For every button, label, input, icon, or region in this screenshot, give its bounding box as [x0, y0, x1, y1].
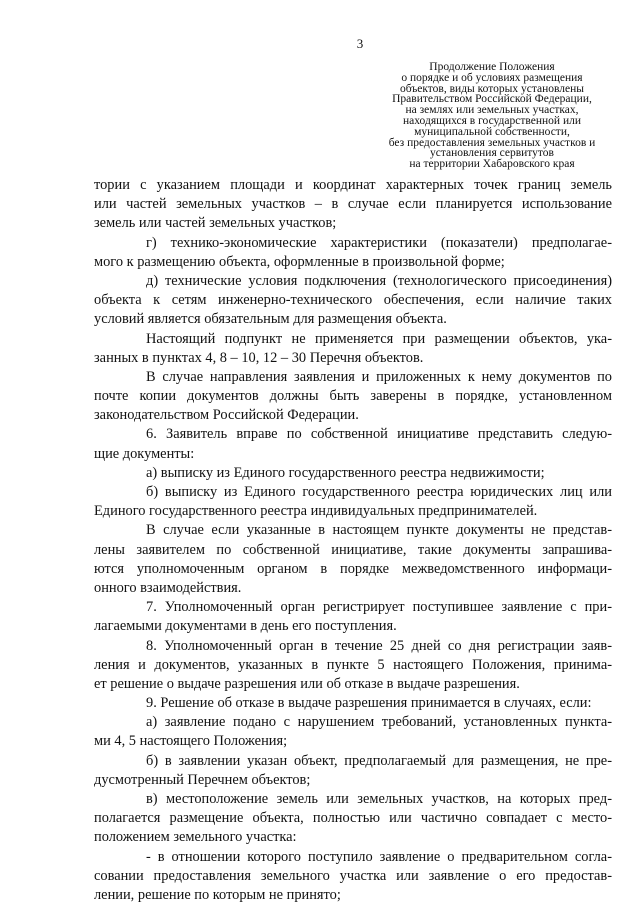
header-line: установления сервитутов	[430, 147, 554, 160]
body-line: лагаемыми документами в день его поступления.	[94, 618, 397, 635]
body-line: Настоящий подпункт не применяется при размещении объектов, ука-	[146, 330, 612, 347]
body-line: положением земельного участка:	[94, 829, 297, 846]
header-line: на территории Хабаровского края	[409, 158, 575, 171]
header-line: без предоставления земельных участков и	[388, 136, 596, 149]
body-line: ет решение о выдаче разрешения или об отказе в выдаче разрешения.	[94, 675, 520, 692]
body-line: 9. Решение об отказе в выдаче разрешения принимается в случаях, если:	[146, 695, 592, 712]
header-line: на землях или земельных участках,	[405, 104, 579, 117]
body-line: Единого государственного реестра индивидуальных предпринимателей.	[94, 503, 538, 520]
body-line: 6. Заявитель вправе по собственной инициативе представить следую-	[146, 426, 612, 443]
body-line: б) в заявлении указан объект, предполагаемый для размещения, не пре-	[146, 752, 612, 769]
body-line: ления и документов, указанных в пункте 5 настоящего Положения, принима-	[94, 656, 612, 673]
body-line: д) технические условия подключения (технологического присоединения)	[146, 272, 612, 289]
body-line: дусмотренный Перечнем объектов;	[94, 771, 311, 788]
header-line: находящихся в государственной или	[402, 114, 581, 127]
body-line: онного взаимодействия.	[94, 579, 242, 596]
body-line: тории с указанием площади и координат характерных точек границ земель	[94, 177, 612, 193]
body-line: в) местоположение земель или земельных участков, на которых пред-	[146, 791, 612, 807]
document-header-block	[360, 62, 624, 170]
body-line: ми 4, 5 настоящего Положения;	[94, 733, 288, 750]
body-line: полагается размещение объекта, полностью или частично совпадает с место-	[94, 810, 612, 827]
body-line: законодательством Российской Федерации.	[94, 407, 359, 424]
page-number: 3	[356, 36, 364, 51]
body-line: или частей земельных участков – в случае если планируется использование	[94, 196, 612, 213]
body-line: щие документы:	[94, 445, 195, 462]
body-line: В случае если указанные в настоящем пункте документы не представ-	[146, 522, 612, 539]
body-line: условий является обязательным для размещения объекта.	[94, 311, 447, 328]
body-line: 8. Уполномоченный орган в течение 25 дней со дня регистрации заяв-	[146, 637, 612, 654]
body-line: почте копии документов должны быть заверены в порядке, установленном	[94, 388, 612, 405]
header-line: о порядке и об условиях размещения	[401, 71, 583, 84]
body-line: 7. Уполномоченный орган регистрирует поступившее заявление с при-	[146, 599, 612, 616]
body-line: г) технико-экономические характеристики (показатели) предполагае-	[146, 234, 612, 251]
body-line: лены заявителем по собственной инициативе, такие документы запрашива-	[94, 541, 612, 558]
header-line: муниципальной собственности,	[414, 125, 570, 138]
body-line: земель или частей земельных участков;	[94, 215, 337, 232]
header-line: Продолжение Положения	[429, 61, 555, 73]
body-line: объекта к сетям инженерно-технического обеспечения, если наличие таких	[94, 292, 612, 309]
body-line: а) выписку из Единого государственного реестра недвижимости;	[146, 464, 545, 481]
body-line: лении, решение по которым не принято;	[94, 886, 341, 903]
body-line: б) выписку из Единого государственного реестра юридических лиц или	[146, 484, 612, 500]
header-line: объектов, виды которых установлены	[400, 82, 584, 95]
document-body	[94, 176, 612, 905]
body-line: совании предоставления земельного участка или заявление о его предостав-	[94, 867, 612, 884]
header-line: Правительством Российской Федерации,	[392, 93, 592, 106]
body-line: а) заявление подано с нарушением требований, установленных пункта-	[146, 714, 612, 731]
body-line: занных в пунктах 4, 8 – 10, 12 – 30 Перечня объектов.	[94, 349, 424, 366]
body-line: В случае направления заявления и приложенных к нему документов по	[146, 368, 612, 385]
body-line: мого к размещению объекта, оформленные в произвольной форме;	[94, 253, 505, 270]
body-line: - в отношении которого поступило заявление о предварительном согла-	[146, 848, 612, 865]
body-line: ются уполномоченным органом в порядке межведомственного информаци-	[94, 560, 612, 577]
